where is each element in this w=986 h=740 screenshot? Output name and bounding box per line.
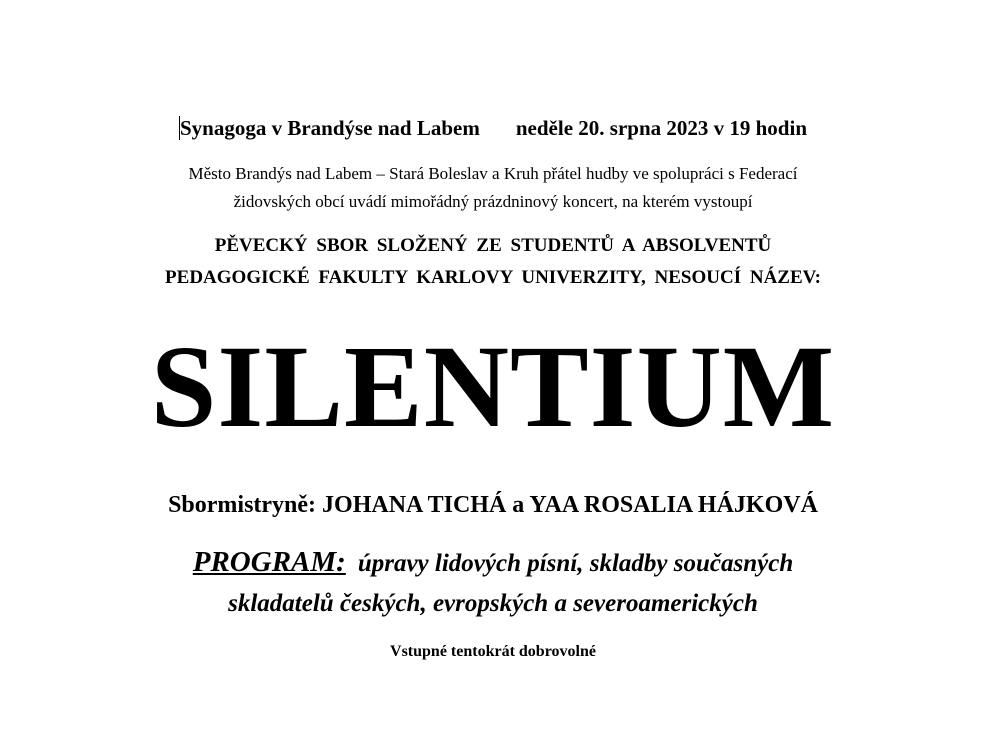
intro-line-1: Město Brandýs nad Labem – Stará Boleslav a Kruh přátel hudby ve spolupráci s Federací	[188, 164, 798, 183]
event-date-time: neděle 20. srpna 2023 v 19 hodin	[515, 116, 808, 140]
choir-description-line-1: PĚVECKÝ SBOR SLOŽENÝ ZE STUDENTŮ A ABSOLVENTŮ	[214, 235, 772, 256]
intro-line-2: židovských obcí uvádí mimořádný prázdninový koncert, na kterém vystoupí	[233, 192, 753, 211]
program-line-2: skladatelů českých, evropských a severoamerických	[228, 590, 758, 617]
header-line	[0, 116, 986, 141]
venue: Synagoga v Brandýse nad Labem	[179, 116, 480, 140]
program-label: PROGRAM:	[192, 546, 346, 578]
program-text-1: úpravy lidových písní, skladby současných	[357, 550, 794, 577]
choir-directors: Sbormistryně: JOHANA TICHÁ a YAA ROSALIA HÁJKOVÁ	[168, 492, 818, 518]
admission-note: Vstupné tentokrát dobrovolné	[390, 643, 596, 660]
program-line-1	[0, 546, 986, 579]
choir-name-title: SILENTIUM	[150, 321, 836, 452]
choir-description-line-2: PEDAGOGICKÉ FAKULTY KARLOVY UNIVERZITY, NESOUCÍ NÁZEV:	[165, 267, 821, 288]
